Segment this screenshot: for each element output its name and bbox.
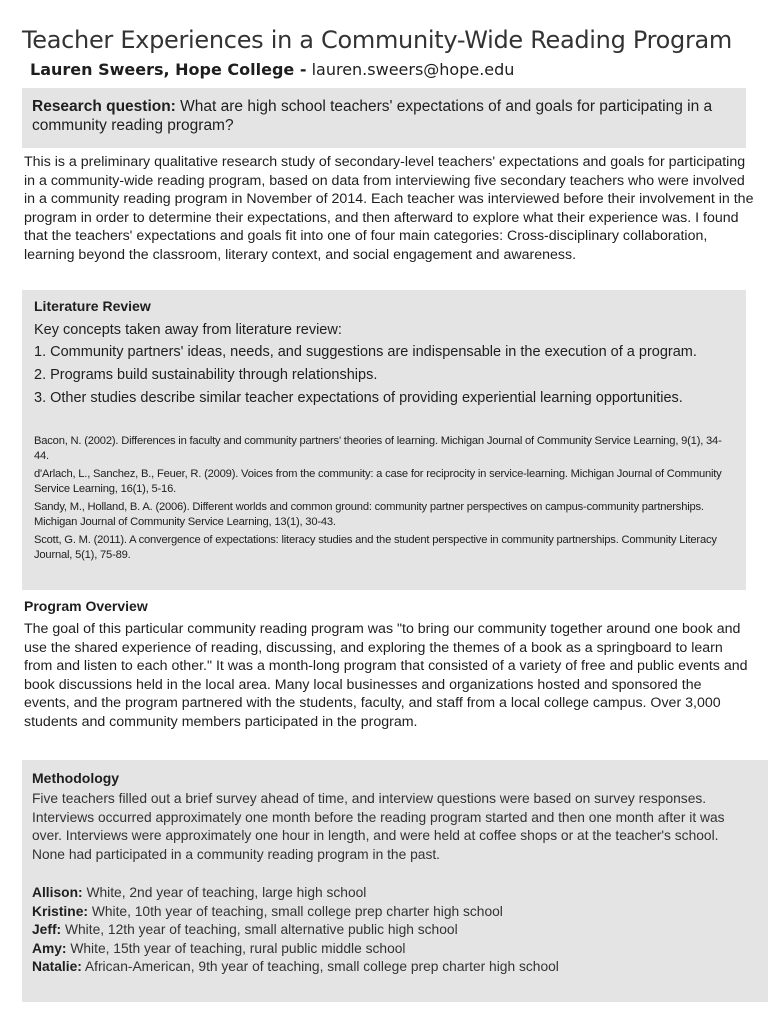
author-line [30, 60, 514, 79]
participant-item [32, 958, 559, 977]
participant-name: Amy: [32, 940, 67, 956]
participant-desc: White, 10th year of teaching, small college prep charter high school [91, 903, 503, 919]
participant-desc: White, 12th year of teaching, small alternative public high school [64, 922, 458, 937]
reference-item: Scott, G. M. (2011). A convergence of expectations: literacy studies and the student perspective in community partnerships. Community Literacy Journal, 5(1), 75-89. [34, 534, 717, 561]
research-question-text: What are high school teachers' expectations of and goals for participating in a community reading program? [32, 98, 713, 134]
author-email[interactable]: lauren.sweers@hope.edu [311, 60, 515, 79]
reference-item: d'Arlach, L., Sanchez, B., Feuer, R. (2009). Voices from the community: a case for reciprocity in service-learning. Michigan Journal of Community Service Learning, 16(1), 5-16. [34, 468, 722, 495]
research-question [32, 97, 736, 135]
key-concepts-label: Key concepts taken away from literature review: [34, 322, 342, 338]
intro-paragraph: This is a preliminary qualitative research study of secondary-level teachers' expectations and goals for participating in a community-wide reading program, based on data from interviewing five secondary teachers who were involved in a community reading program in November of 2014. Each teacher was interviewed before their involvement in the program in order to determine their expectations, and then afterward to explore what their experience was. I found that the teachers' expectations and goals fit into one of four main categories: Cross-disciplinary collaboration, learning beyond the classroom, literary context, and social engagement and awareness. [24, 154, 754, 263]
key-concepts-list [34, 344, 697, 413]
participant-item [32, 903, 559, 922]
participant-name: Jeff: [32, 922, 62, 937]
literature-review-heading: Literature Review [34, 298, 151, 314]
references [34, 434, 734, 566]
program-overview-heading: Program Overview [24, 598, 148, 614]
page-title: Teacher Experiences in a Community-Wide Reading Program [22, 26, 733, 54]
methodology-heading: Methodology [32, 770, 120, 786]
literature-review-box [22, 290, 746, 590]
participant-desc: African-American, 9th year of teaching, small college prep charter high school [84, 959, 559, 974]
participant-item [32, 884, 559, 903]
reference-item: Bacon, N. (2002). Differences in faculty and community partners' theories of learning. Michigan Journal of Community Service Learning, 9(1), 34-44. [34, 435, 722, 462]
participant-name: Kristine: [32, 903, 88, 919]
program-overview-text: The goal of this particular community reading program was "to bring our community together around one book and use the shared experience of reading, discussing, and exploring the themes of a book as a springboard to learn from and listen to each other." It was a month-long program that consisted of a variety of free and public events and book discussions held in the local area. Many local businesses and organizations hosted and sponsored the events, and the program partnered with the students, faculty, and staff from a local college campus. Over 3,000 students and community members participated in the program. [24, 621, 748, 730]
methodology-text: Five teachers filled out a brief survey ahead of time, and interview questions were based on survey responses. Interviews occurred approximately one month before the reading program started and then one month after it was over. Interviews were approximately one hour in length, and were held at coffee shops or at the teacher's school. None had participated in a community reading program in the past. [32, 791, 725, 862]
list-item: 1. Community partners' ideas, needs, and suggestions are indispensable in the execution of a program. [34, 344, 697, 360]
participant-item [32, 940, 559, 959]
methodology-box [22, 760, 768, 1002]
author-name: Lauren Sweers, Hope College - [30, 60, 307, 79]
participant-desc: White, 2nd year of teaching, large high school [86, 885, 367, 900]
participant-list [32, 884, 559, 977]
research-question-label: Research question: [32, 98, 176, 115]
list-item: 2. Programs build sustainability through relationships. [34, 367, 378, 383]
participant-desc: White, 15th year of teaching, rural public middle school [70, 940, 406, 956]
list-item: 3. Other studies describe similar teacher expectations of providing experiential learning opportunities. [34, 390, 683, 406]
research-question-box [22, 88, 746, 148]
participant-item [32, 921, 559, 940]
participant-name: Allison: [32, 885, 83, 900]
participant-name: Natalie: [32, 959, 82, 974]
reference-item: Sandy, M., Holland, B. A. (2006). Different worlds and common ground: community partner perspectives on campus-community partnerships. Michigan Journal of Community Service Learning, 13(1), 30-43. [34, 501, 704, 528]
